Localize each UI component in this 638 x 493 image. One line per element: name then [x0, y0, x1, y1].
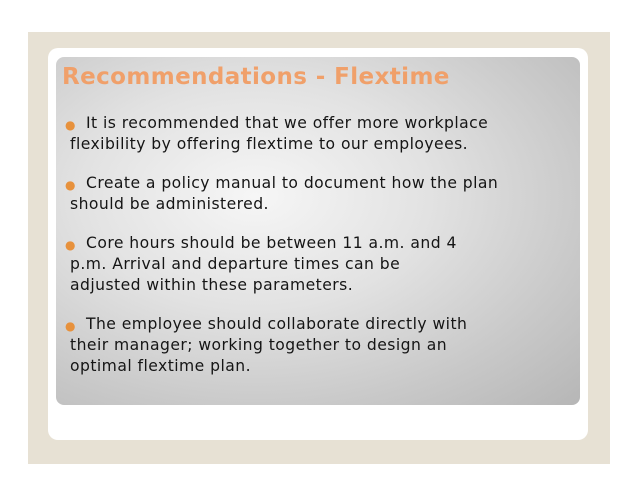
bullet-line: their manager; working together to design an — [70, 336, 448, 354]
bullet-text — [70, 113, 572, 155]
bullet-dot-icon: ● — [65, 238, 76, 252]
bullet-list — [62, 113, 572, 395]
bullet-text — [70, 173, 572, 215]
bullet-text — [70, 233, 572, 296]
bullet-line: adjusted within these parameters. — [70, 276, 354, 294]
bullet-line: Core hours should be between 11 a.m. and 4 — [86, 234, 457, 252]
bullet-line: should be administered. — [70, 195, 269, 213]
bullet-item-collaboration — [62, 314, 572, 377]
bullet-item-flextime-offer — [62, 113, 572, 155]
bullet-line: It is recommended that we offer more workplace — [86, 114, 489, 132]
bullet-line: p.m. Arrival and departure times can be — [70, 255, 401, 273]
bullet-item-core-hours — [62, 233, 572, 296]
bullet-item-policy-manual — [62, 173, 572, 215]
bullet-line: Create a policy manual to document how the plan — [86, 174, 499, 192]
bullet-dot-icon: ● — [65, 118, 76, 132]
bullet-dot-icon: ● — [65, 319, 76, 333]
bullet-dot-icon: ● — [65, 178, 76, 192]
bullet-text — [70, 314, 572, 377]
bullet-line: The employee should collaborate directly with — [86, 315, 468, 333]
bullet-line: flexibility by offering flextime to our employees. — [70, 135, 469, 153]
bullet-line: optimal flextime plan. — [70, 357, 252, 375]
slide-title: Recommendations - Flextime — [62, 64, 450, 90]
